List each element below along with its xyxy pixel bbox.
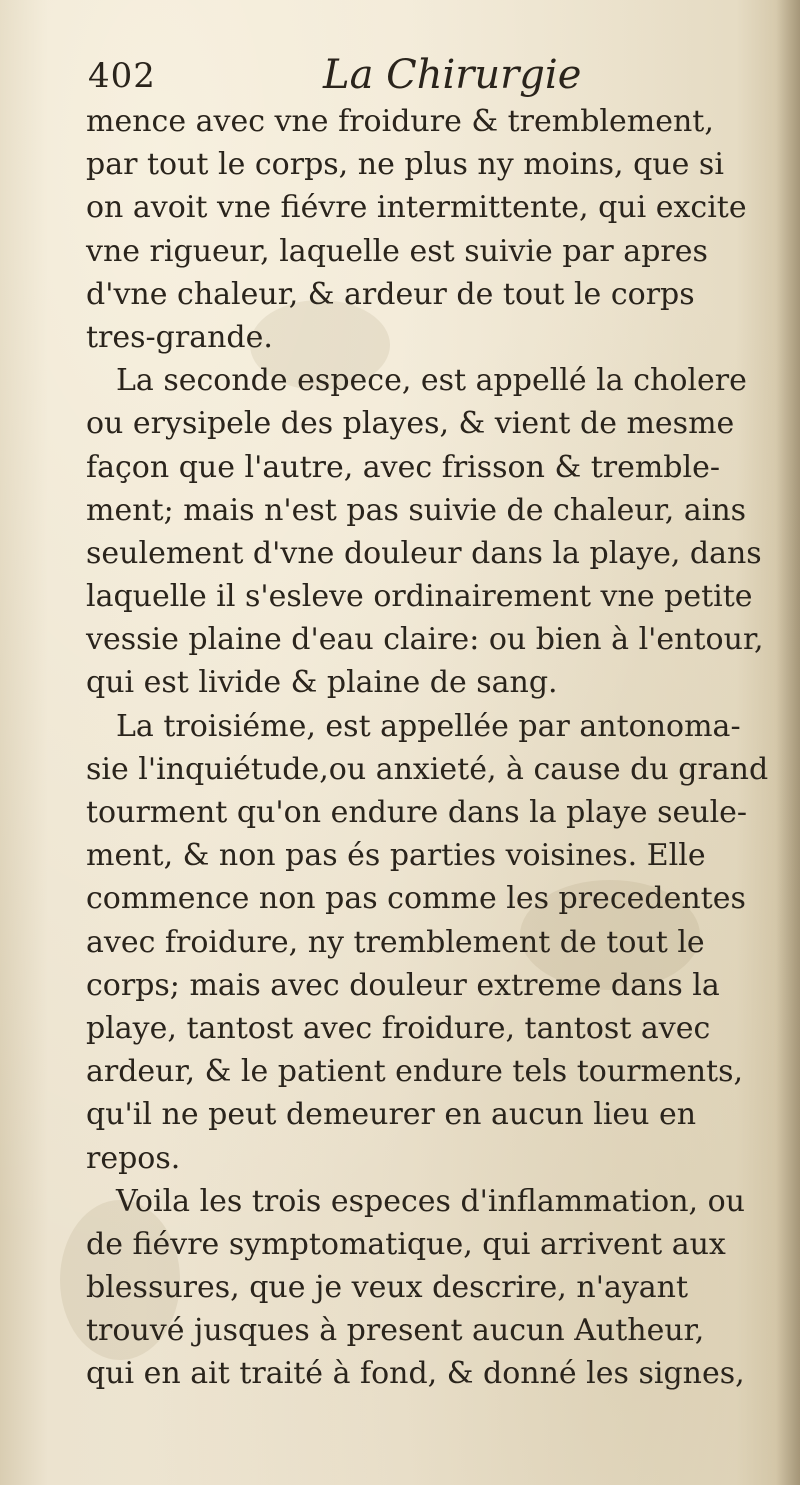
text-line: qu'il ne peut demeurer en aucun lieu en	[86, 1097, 697, 1133]
text-line: avec froidure, ny tremblement de tout le	[86, 924, 705, 960]
text-line: on avoit vne fiévre intermittente, qui excite	[86, 190, 747, 226]
text-line: repos.	[86, 1140, 181, 1176]
text-line: seulement d'vne douleur dans la playe, dans	[86, 535, 762, 571]
text-line: La troisiéme, est appellée par antonoma-	[116, 708, 741, 744]
text-line: de fiévre symptomatique, qui arrivent aux	[86, 1226, 726, 1262]
text-line: tres-grande.	[86, 319, 273, 355]
text-line: tourment qu'on endure dans la playe seule-	[86, 795, 748, 830]
text-line: blessures, que je veux descrire, n'ayant	[86, 1270, 689, 1306]
text-line: ment; mais n'est pas suivie de chaleur, ains	[86, 492, 747, 528]
text-line: La seconde espece, est appellé la cholere	[116, 363, 747, 399]
body-text	[86, 100, 776, 1396]
text-line: corps; mais avec douleur extreme dans la	[86, 967, 720, 1003]
running-title: La Chirurgie	[323, 52, 582, 98]
text-line: Voila les trois especes d'inflammation, ou	[116, 1183, 745, 1219]
text-line: trouvé jusques à present aucun Autheur,	[86, 1313, 705, 1349]
text-line: commence non pas comme les precedentes	[86, 881, 746, 917]
text-line: façon que l'autre, avec frisson & tremble-	[86, 449, 720, 485]
text-line: ment, & non pas és parties voisines. Elle	[86, 838, 706, 874]
page-edge-shadow	[776, 0, 800, 1485]
text-line: laquelle il s'esleve ordinairement vne petite	[86, 579, 753, 615]
text-line: sie l'inquiétude,ou anxieté, à cause du grand	[86, 751, 769, 787]
text-line: mence avec vne froidure & tremblement,	[86, 104, 714, 139]
running-head	[88, 52, 708, 102]
text-line: playe, tantost avec froidure, tantost avec	[86, 1010, 711, 1046]
text-line: d'vne chaleur, & ardeur de tout le corps	[86, 276, 695, 312]
page-number: 402	[88, 56, 156, 96]
text-line: ardeur, & le patient endure tels tourments,	[86, 1054, 744, 1090]
text-line: qui en ait traité à fond, & donné les signes,	[86, 1356, 745, 1392]
text-line: par tout le corps, ne plus ny moins, que si	[86, 147, 724, 183]
text-line: vne rigueur, laquelle est suivie par apres	[86, 233, 708, 269]
text-line: vessie plaine d'eau claire: ou bien à l'entour,	[86, 622, 764, 658]
text-line: qui est livide & plaine de sang.	[86, 665, 558, 701]
text-line: ou erysipele des playes, & vient de mesme	[86, 406, 735, 442]
